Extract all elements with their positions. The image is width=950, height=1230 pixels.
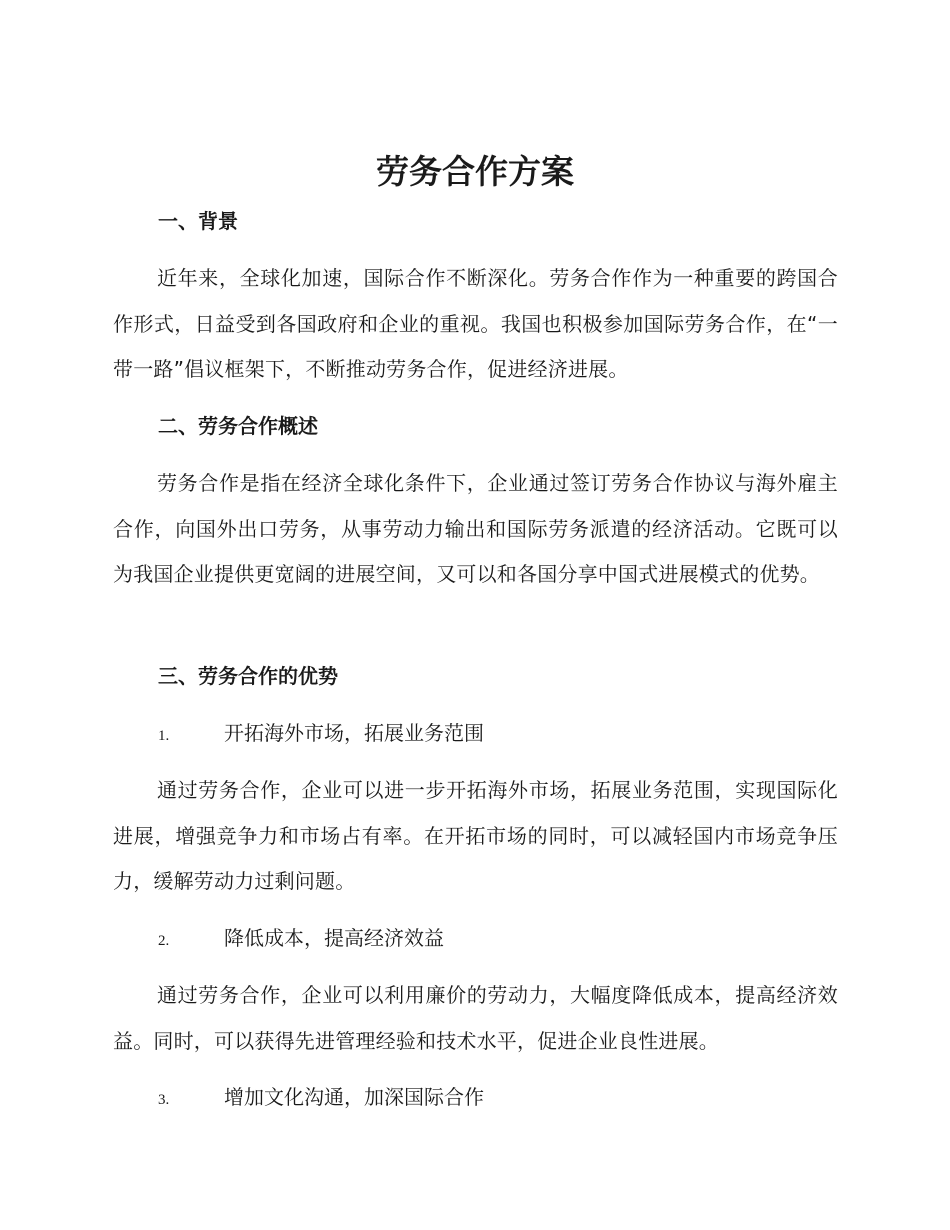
- document-title: 劳务合作方案: [376, 152, 574, 191]
- list-item-1: [158, 719, 484, 750]
- list-number: 3.: [158, 1092, 170, 1108]
- list-number: 2.: [158, 933, 170, 949]
- list-item-paragraph-1: 通过劳务合作，企业可以进一步开拓海外市场，拓展业务范围，实现国际化进展，增强竞争力和市场占有率。在开拓市场的同时，可以减轻国内市场竞争压力，缓解劳动力过剩问题。: [113, 778, 838, 893]
- list-item-paragraph-2: 通过劳务合作，企业可以利用廉价的劳动力，大幅度降低成本，提高经济效益。同时，可以获得先进管理经验和技术水平，促进企业良性进展。: [113, 983, 838, 1053]
- section-heading-background: 一、背景: [158, 209, 238, 233]
- section-heading-overview: 二、劳务合作概述: [158, 414, 318, 438]
- section-paragraph-background: 近年来，全球化加速，国际合作不断深化。劳务合作作为一种重要的跨国合作形式，日益受到各国政府和企业的重视。我国也积极参加国际劳务合作，在“一带一路”倡议框架下，不断推动劳务合作，促进经济进展。: [113, 266, 838, 381]
- list-number: 1.: [158, 728, 170, 744]
- list-item-3: [158, 1083, 484, 1114]
- list-item-2: [158, 924, 444, 955]
- list-item-text: 增加文化沟通，加深国际合作: [224, 1085, 484, 1109]
- list-item-text: 开拓海外市场，拓展业务范围: [224, 721, 484, 745]
- section-paragraph-overview: 劳务合作是指在经济全球化条件下，企业通过签订劳务合作协议与海外雇主合作，向国外出口劳务，从事劳动力输出和国际劳务派遣的经济活动。它既可以为我国企业提供更宽阔的进展空间，又可以和各国分享中国式进展模式的优势。: [113, 471, 838, 586]
- section-heading-advantages: 三、劳务合作的优势: [158, 664, 338, 688]
- list-item-text: 降低成本，提高经济效益: [224, 926, 444, 950]
